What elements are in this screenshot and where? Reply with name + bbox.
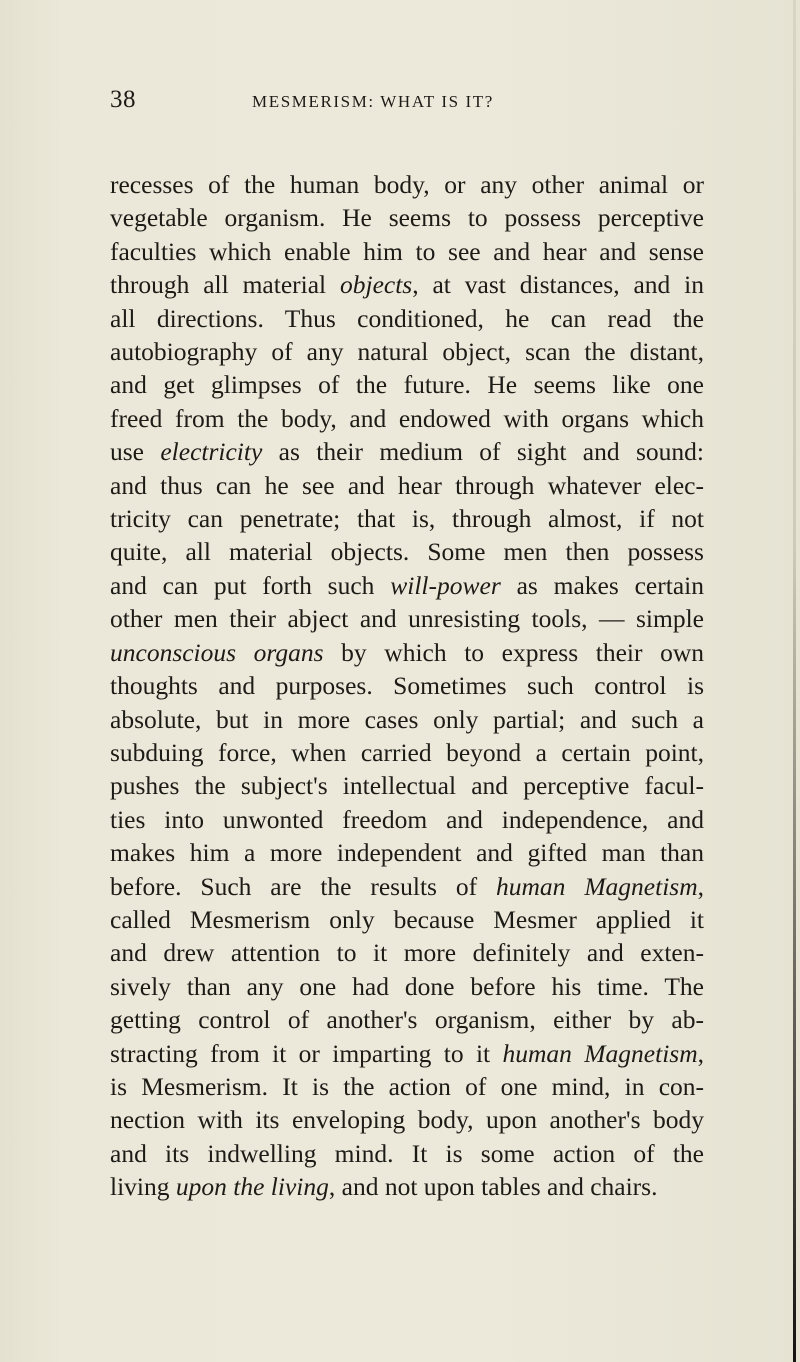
text-run: , (697, 1038, 704, 1068)
italic-phrase: objects (340, 270, 413, 300)
text-run: stracting from it or imparting to it (110, 1038, 503, 1068)
text-run: faculties which enable him to see and hear and sense (110, 236, 704, 266)
text-run: as their medium of sight and sound: (262, 437, 704, 467)
text-run: , (697, 871, 705, 901)
text-line (110, 469, 704, 502)
running-head: MESMERISM: WHAT IS IT? (252, 92, 494, 111)
text-run: use (110, 437, 161, 467)
text-line (110, 569, 704, 602)
text-run: as makes certain (500, 570, 704, 600)
text-run: before. Such are the results of (110, 871, 496, 901)
text-run: thoughts and purposes. Sometimes such control is (110, 671, 704, 701)
text-line (110, 870, 704, 903)
text-line (110, 268, 704, 301)
text-line (110, 669, 704, 702)
page-number: 38 (110, 86, 136, 113)
text-run: is Mesmerism. It is the action of one mind, in con- (110, 1071, 704, 1101)
text-run: nection with its enveloping body, upon another's body (110, 1105, 704, 1135)
text-run: called Mesmerism only because Mesmer applied it (110, 904, 704, 934)
text-run: and its indwelling mind. It is some action of the (110, 1138, 704, 1168)
text-line (110, 335, 704, 368)
text-run: sively than any one had done before his time. The (110, 971, 704, 1001)
text-line (110, 1103, 704, 1136)
text-line (110, 1070, 704, 1103)
text-line (110, 836, 704, 869)
text-run: absolute, but in more cases only partial; and such a (110, 704, 704, 734)
text-run: living (110, 1172, 176, 1202)
text-line (110, 803, 704, 836)
text-line (110, 602, 704, 635)
text-run: other men their abject and unresisting tools, — simple (110, 604, 704, 634)
text-line (110, 970, 704, 1003)
text-run: autobiography of any natural object, scan the distant, (110, 337, 704, 367)
text-run: recesses of the human body, or any other animal or (110, 170, 704, 199)
body-paragraph (110, 168, 704, 1204)
italic-phrase: will-power (390, 570, 501, 600)
text-line (110, 368, 704, 401)
text-line (110, 302, 704, 335)
text-run: , and not upon tables and chairs. (328, 1172, 658, 1202)
text-run: vegetable organism. He seems to possess perceptive (110, 203, 704, 233)
text-line (110, 769, 704, 802)
text-run: , at vast distances, and in (412, 270, 704, 300)
page-header (110, 86, 670, 126)
text-run: freed from the body, and endowed with organs which (110, 403, 704, 433)
text-run: and thus can he see and hear through whatever elec- (110, 470, 704, 500)
text-line (110, 936, 704, 969)
text-run: by which to express their own (323, 637, 704, 667)
text-run: ties into unwonted freedom and independence, and (110, 804, 704, 834)
text-run: through all material (110, 270, 340, 300)
text-line (110, 235, 704, 268)
text-line (110, 201, 704, 234)
text-run: and drew attention to it more definitely and exten- (110, 938, 704, 968)
text-run: tricity can penetrate; that is, through almost, if not (110, 504, 704, 534)
text-run: quite, all material objects. Some men then possess (110, 537, 704, 567)
italic-phrase: human Magnetism (496, 871, 698, 901)
text-run: subduing force, when carried beyond a certain point, (110, 737, 704, 767)
text-run: all directions. Thus conditioned, he can read the (110, 303, 704, 333)
text-line (110, 903, 704, 936)
text-run: and can put forth such (110, 570, 391, 600)
italic-phrase: electricity (160, 437, 263, 467)
text-run: makes him a more independent and gifted man than (110, 838, 704, 868)
text-line (110, 1037, 704, 1070)
text-line (110, 168, 704, 201)
text-line (110, 1137, 704, 1170)
italic-phrase: unconscious organs (110, 637, 324, 667)
text-line (110, 636, 704, 669)
text-line (110, 1003, 704, 1036)
page-edge-shadow (793, 0, 796, 1362)
text-line (110, 1170, 704, 1203)
text-line (110, 736, 704, 769)
italic-phrase: upon the living (175, 1172, 329, 1202)
text-run: getting control of another's organism, either by ab- (110, 1005, 704, 1035)
italic-phrase: human Magnetism (502, 1038, 698, 1068)
text-line (110, 703, 704, 736)
text-line (110, 402, 704, 435)
text-run: pushes the subject's intellectual and perceptive facul- (110, 771, 704, 801)
text-line (110, 435, 704, 468)
text-run: and get glimpses of the future. He seems like one (110, 370, 704, 400)
text-line (110, 502, 704, 535)
text-line (110, 535, 704, 568)
